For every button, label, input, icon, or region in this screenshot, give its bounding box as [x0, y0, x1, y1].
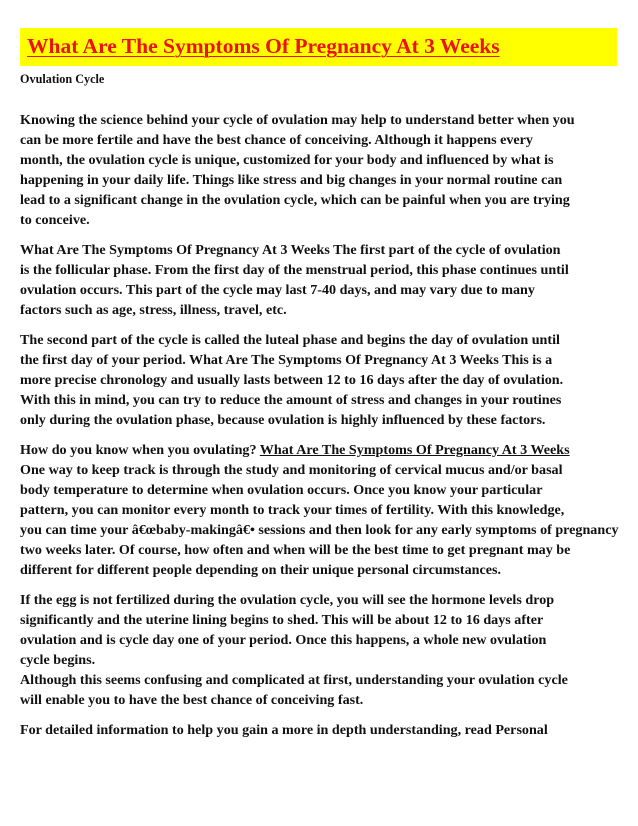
paragraph: [20, 590, 638, 710]
text-line: If the egg is not fertilized during the ovulation cycle, you will see the hormone levels drop: [20, 592, 555, 608]
text-line: will enable you to have the best chance of conceiving fast.: [20, 692, 364, 708]
text-line: body temperature to determine when ovulation occurs. Once you know your particular: [20, 482, 543, 498]
text-line: ovulation and is cycle day one of your period. Once this happens, a whole new ovulation: [20, 632, 547, 648]
text-line: more precise chronology and usually lasts between 12 to 16 days after the day of ovulation.: [20, 372, 564, 388]
paragraph: [20, 720, 638, 740]
section-subtitle: Ovulation Cycle: [20, 72, 105, 86]
text-line: What Are The Symptoms Of Pregnancy At 3 Weeks The first part of the cycle of ovulation: [20, 242, 561, 258]
text-line: For detailed information to help you gain a more in depth understanding, read Personal: [20, 722, 548, 738]
paragraph: [20, 110, 638, 230]
text-line: factors such as age, stress, illness, travel, etc.: [20, 302, 287, 318]
text-line: [20, 440, 638, 460]
text-line: two weeks later. Of course, how often and when will be the best time to get pregnant may be: [20, 542, 571, 558]
article-link[interactable]: What Are The Symptoms Of Pregnancy At 3 Weeks: [259, 442, 570, 458]
title-banner: [20, 28, 617, 66]
paragraph: [20, 240, 638, 320]
text-line: happening in your daily life. Things like stress and big changes in your normal routine can: [20, 172, 563, 188]
page-title: What Are The Symptoms Of Pregnancy At 3 Weeks: [27, 34, 500, 58]
text-line: the first day of your period. What Are The Symptoms Of Pregnancy At 3 Weeks This is a: [20, 352, 553, 368]
text-line: is the follicular phase. From the first day of the menstrual period, this phase continues until: [20, 262, 569, 278]
text-line: With this in mind, you can try to reduce the amount of stress and changes in your routines: [20, 392, 562, 408]
text-line: you can time your â€œbaby-makingâ€• sessions and then look for any early symptoms of pregnancy: [20, 522, 619, 538]
article-body: [20, 110, 638, 750]
paragraph: [20, 440, 638, 580]
text-line: month, the ovulation cycle is unique, customized for your body and influenced by what is: [20, 152, 554, 168]
question-text: How do you know when you ovulating?: [20, 442, 260, 458]
text-line: One way to keep track is through the study and monitoring of cervical mucus and/or basal: [20, 462, 563, 478]
text-line: different for different people depending on their unique personal circumstances.: [20, 562, 502, 578]
text-line: significantly and the uterine lining begins to shed. This will be about 12 to 16 days after: [20, 612, 544, 628]
text-line: Although this seems confusing and complicated at first, understanding your ovulation cycle: [20, 672, 568, 688]
text-line: ovulation occurs. This part of the cycle may last 7-40 days, and may vary due to many: [20, 282, 535, 298]
text-line: can be more fertile and have the best chance of conceiving. Although it happens every: [20, 132, 533, 148]
text-line: cycle begins.: [20, 652, 96, 668]
text-line: to conceive.: [20, 212, 90, 228]
text-line: pattern, you can monitor every month to track your times of fertility. With this knowledge,: [20, 502, 565, 518]
text-line: Knowing the science behind your cycle of ovulation may help to understand better when you: [20, 112, 575, 128]
text-line: The second part of the cycle is called the luteal phase and begins the day of ovulation until: [20, 332, 560, 348]
text-line: only during the ovulation phase, because ovulation is highly influenced by these factors.: [20, 412, 546, 428]
paragraph: [20, 330, 638, 430]
text-line: lead to a significant change in the ovulation cycle, which can be painful when you are trying: [20, 192, 570, 208]
